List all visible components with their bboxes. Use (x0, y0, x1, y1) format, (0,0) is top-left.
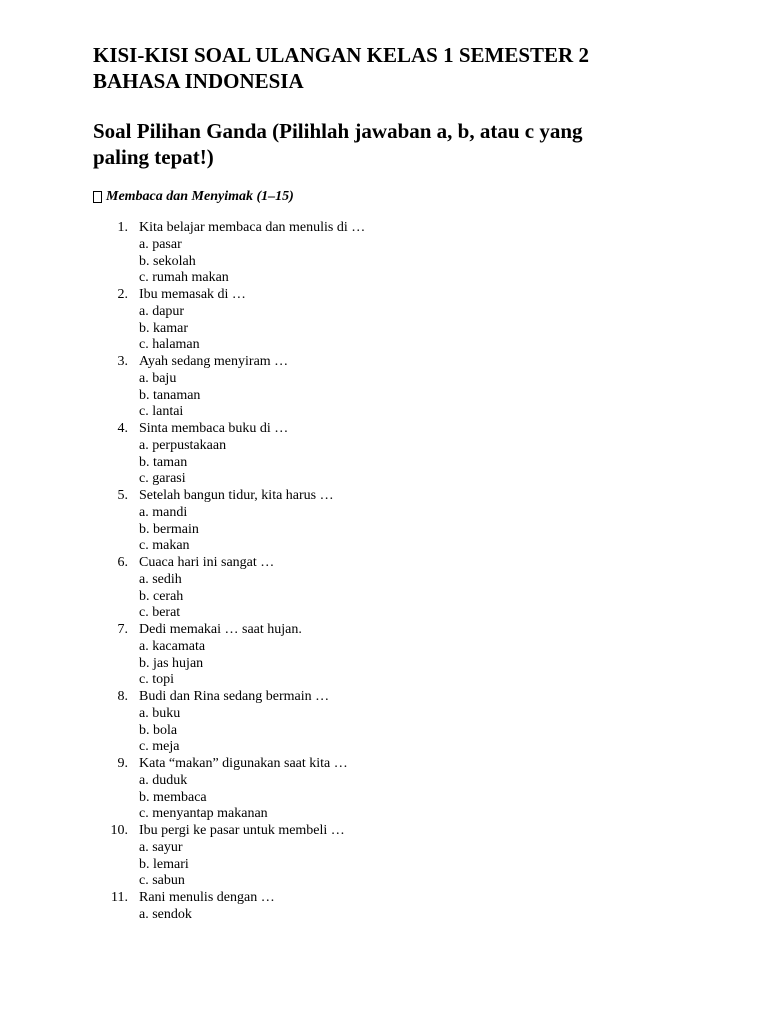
subsection-label: Membaca dan Menyimak (1–15) (106, 189, 294, 204)
question-number: 5. (117, 488, 128, 503)
question-item (93, 421, 693, 488)
answer-option: a. mandi (139, 504, 188, 520)
section-title (93, 118, 693, 170)
answer-option: c. sabun (139, 873, 185, 889)
answer-option: c. meja (139, 739, 180, 755)
question-item (93, 220, 693, 287)
answer-option: b. cerah (139, 588, 184, 604)
answer-option: b. taman (139, 454, 188, 470)
answer-option: b. lemari (139, 856, 189, 872)
answer-option: c. berat (139, 605, 181, 621)
question-number: 4. (117, 421, 128, 436)
answer-option: a. perpustakaan (139, 437, 227, 453)
question-item (93, 689, 693, 756)
question-text: Rani menulis dengan … (139, 890, 275, 905)
question-text: Ibu pergi ke pasar untuk membeli … (139, 823, 345, 838)
answer-option: b. bermain (139, 521, 199, 537)
document-page (93, 42, 693, 924)
question-item (93, 488, 693, 555)
answer-option: b. membaca (139, 789, 207, 805)
question-number: 2. (117, 287, 128, 302)
document-title (93, 42, 693, 94)
document-title-line1: KISI-KISI SOAL ULANGAN KELAS 1 SEMESTER 2 (93, 43, 589, 67)
question-item (93, 622, 693, 689)
question-number: 8. (117, 689, 128, 704)
question-text: Dedi memakai … saat hujan. (139, 622, 302, 637)
checkbox-icon (93, 191, 102, 203)
answer-option: a. sedih (139, 571, 182, 587)
question-number: 7. (117, 622, 128, 637)
question-text: Cuaca hari ini sangat … (139, 555, 275, 570)
question-item (93, 890, 693, 924)
answer-option: b. sekolah (139, 253, 196, 269)
subsection-heading (93, 188, 693, 206)
answer-option: c. rumah makan (139, 270, 229, 286)
answer-option: b. bola (139, 722, 178, 738)
question-number: 10. (110, 823, 128, 838)
answer-option: a. pasar (139, 236, 182, 252)
answer-option: c. topi (139, 672, 174, 688)
question-text: Ayah sedang menyiram … (139, 354, 289, 369)
answer-option: a. sendok (139, 906, 192, 922)
answer-option: a. dapur (139, 303, 185, 319)
question-text: Sinta membaca buku di … (139, 421, 289, 436)
answer-option: b. tanaman (139, 387, 201, 403)
question-number: 11. (111, 890, 128, 905)
answer-option: a. kacamata (139, 638, 206, 654)
answer-option: c. makan (139, 538, 190, 554)
answer-option: a. buku (139, 705, 181, 721)
section-title-line2: paling tepat!) (93, 145, 214, 169)
answer-option: c. menyantap makanan (139, 806, 268, 822)
document-title-line2: BAHASA INDONESIA (93, 69, 304, 93)
question-item (93, 823, 693, 890)
question-text: Kita belajar membaca dan menulis di … (139, 220, 366, 235)
question-number: 6. (117, 555, 128, 570)
question-number: 3. (117, 354, 128, 369)
question-number: 1. (117, 220, 128, 235)
answer-option: b. kamar (139, 320, 188, 336)
answer-option: c. halaman (139, 337, 200, 353)
question-item (93, 756, 693, 823)
answer-option: a. duduk (139, 772, 188, 788)
answer-option: a. sayur (139, 839, 183, 855)
section-title-line1: Soal Pilihan Ganda (Pilihlah jawaban a, b, atau c yang (93, 119, 583, 143)
question-text: Ibu memasak di … (139, 287, 246, 302)
question-item (93, 354, 693, 421)
question-text: Kata “makan” digunakan saat kita … (139, 756, 348, 771)
answer-option: a. baju (139, 370, 177, 386)
answer-option: c. garasi (139, 471, 186, 487)
answer-option: c. lantai (139, 404, 184, 420)
answer-option: b. jas hujan (139, 655, 204, 671)
question-number: 9. (117, 756, 128, 771)
question-item (93, 287, 693, 354)
question-text: Budi dan Rina sedang bermain … (139, 689, 330, 704)
question-list (93, 220, 693, 924)
question-item (93, 555, 693, 622)
question-text: Setelah bangun tidur, kita harus … (139, 488, 334, 503)
